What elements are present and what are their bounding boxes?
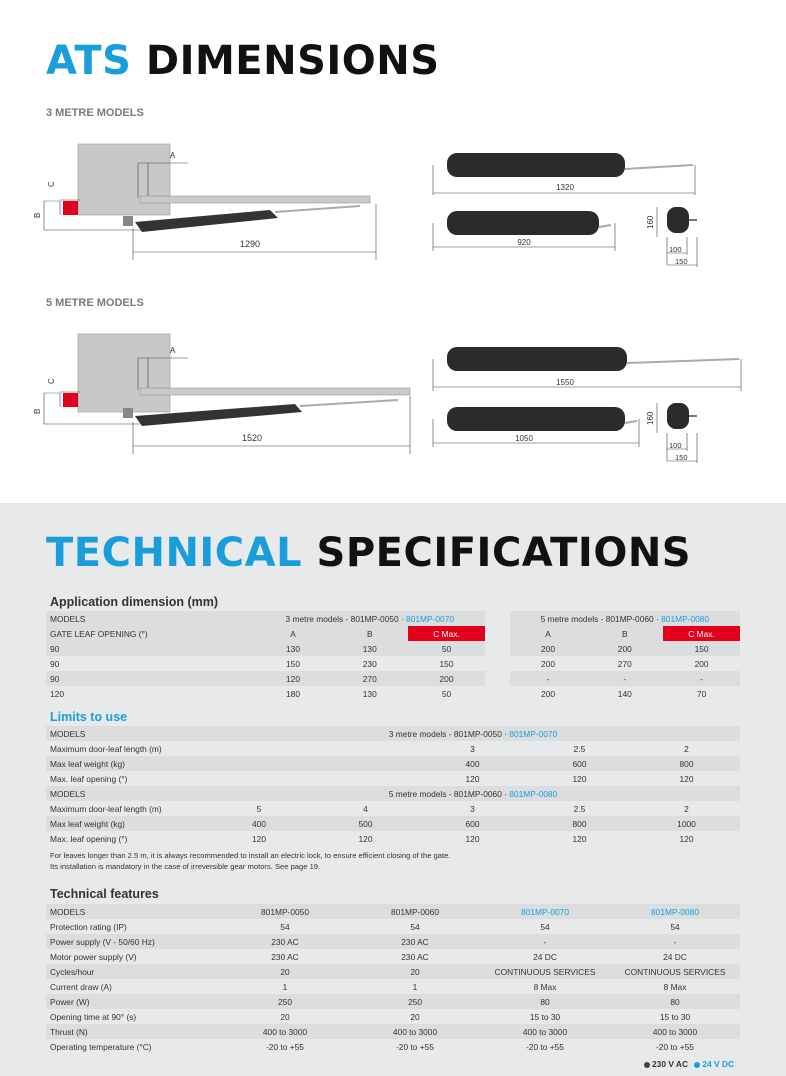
models-label: MODELS: [46, 611, 255, 626]
title-accent: TECHNICAL: [46, 530, 303, 576]
m3-width-150: 150: [675, 257, 688, 266]
piston-rod: [275, 206, 360, 212]
table-row: Power (W) 250 250 80 80: [46, 994, 740, 1009]
note-line: For leaves longer than 2.5 m, it is always recommended to install an electric lock, to ensure efficient closing of the gate.: [50, 851, 451, 860]
m5-height: 160: [646, 411, 655, 425]
gate-leaf: [140, 196, 370, 203]
table-row: Max. leaf opening (°) 120 120 120: [50, 773, 694, 784]
table-row: Maximum door-leaf length (m) 5 4 3 2.5 2: [50, 803, 689, 814]
m3-installation-drawing: [30, 130, 390, 265]
col-header: C Max.: [408, 626, 485, 641]
m5-header: 5 metre models - 801MP-0060 · 801MP-0080: [206, 786, 740, 801]
table-row: Opening time at 90° (s) 20 20 15 to 30 15 to 30: [50, 1011, 691, 1022]
col-header: A: [255, 626, 332, 641]
note-line: Its installation is mandatory in the case of irreversible gear motors. See page 19.: [50, 862, 321, 871]
m3-models-label: 3 METRE MODELS: [46, 107, 144, 119]
models-label: MODELS: [46, 726, 206, 741]
m5-width-150: 150: [675, 453, 688, 462]
table-row: Current draw (A) 1 1 8 Max 8 Max: [50, 981, 687, 992]
motor-end-view: [667, 403, 689, 429]
pillar: [78, 144, 170, 215]
m5-long-length: 1550: [556, 378, 574, 387]
title-accent: ATS: [46, 38, 132, 84]
table-row: Protection rating (IP) 54 54 54 54: [50, 921, 680, 932]
col-header: C Max.: [663, 626, 740, 641]
features-table: [46, 904, 740, 1054]
dc-dot-icon: [694, 1062, 700, 1068]
dim-c-label: C: [47, 378, 56, 384]
m3-width-100: 100: [669, 245, 682, 254]
col-header: B: [331, 626, 408, 641]
m3-long-length: 1320: [556, 183, 574, 192]
table-row: Max. leaf opening (°) 120 120 120 120 120: [50, 833, 694, 844]
motor-long: [447, 153, 625, 177]
table-row: [46, 626, 740, 641]
m5-short-length: 1050: [515, 434, 533, 443]
motor-short: [447, 407, 625, 431]
opening-label: GATE LEAF OPENING (°): [46, 626, 255, 641]
specifications-title: [46, 530, 691, 576]
dim-b-label: B: [33, 408, 42, 414]
m5-install-length: 1520: [241, 433, 263, 443]
m5-models-label: 5 METRE MODELS: [46, 297, 144, 309]
m3-height: 160: [646, 215, 655, 229]
dimensions-title: [46, 38, 440, 84]
title-main: SPECIFICATIONS: [316, 530, 692, 576]
limits-title: Limits to use: [50, 710, 128, 724]
table-row: 120 180 130 50 200 140 70: [50, 688, 707, 699]
red-marker: [63, 201, 78, 215]
m3-header: 3 metre models - 801MP-0050 · 801MP-0070: [206, 726, 740, 741]
table-row: [46, 611, 740, 626]
m3-install-length: 1290: [239, 239, 261, 249]
limits-table: [46, 726, 740, 846]
bracket: [123, 408, 133, 418]
col-header: B: [586, 626, 663, 641]
table-row: Max leaf weight (kg) 400 600 800: [46, 756, 740, 771]
dim-b-label: B: [33, 212, 42, 218]
models-label: MODELS: [46, 904, 220, 919]
table-row: MODELS 801MP-0050 801MP-0060 801MP-0070 801MP-0080: [46, 904, 740, 919]
m3-short-length: 920: [517, 238, 531, 247]
limits-note: [50, 850, 450, 872]
m3-header: 3 metre models - 801MP-0050 · 801MP-0070: [255, 611, 485, 626]
features-title: Technical features: [50, 887, 159, 901]
dim-a-label: A: [170, 346, 176, 355]
m5-header: 5 metre models - 801MP-0060 · 801MP-0080: [510, 611, 740, 626]
red-marker: [63, 393, 78, 407]
dim-c-label: C: [47, 181, 56, 187]
table-row: [46, 726, 740, 741]
motor-short: [447, 211, 599, 235]
m3-motor-drawings: [425, 145, 715, 270]
legend-dc: 24 V DC: [702, 1059, 734, 1069]
power-legend: [644, 1059, 734, 1069]
table-row: Cycles/hour 20 20 CONTINUOUS SERVICES CONTINUOUS SERVICES: [46, 964, 740, 979]
models-label: MODELS: [46, 786, 206, 801]
m5-installation-drawing: [30, 320, 420, 460]
title-main: DIMENSIONS: [145, 38, 440, 84]
table-row: Motor power supply (V) 230 AC 230 AC 24 DC 24 DC: [50, 951, 687, 962]
table-row: Thrust (N) 400 to 3000 400 to 3000 400 to 3000 400 to 3000: [46, 1024, 740, 1039]
table-row: Power supply (V - 50/60 Hz) 230 AC 230 AC - -: [46, 934, 740, 949]
app-dim-title: Application dimension (mm): [50, 595, 219, 609]
legend-ac: 230 V AC: [652, 1059, 689, 1069]
ac-dot-icon: [644, 1062, 650, 1068]
motor-long: [447, 347, 627, 371]
table-row: Operating temperature (°C) -20 to +55 -20 to +55 -20 to +55 -20 to +55: [50, 1041, 694, 1052]
motor-end-view: [667, 207, 689, 233]
table-row: 90 150 230 150 200 270 200: [50, 658, 709, 669]
dim-a-label: A: [170, 151, 176, 160]
table-row: Maximum door-leaf length (m) 3 2.5 2: [50, 743, 689, 754]
piston-rod: [300, 400, 398, 406]
col-header: A: [510, 626, 587, 641]
m5-motor-drawings: [425, 335, 745, 465]
gate-leaf: [140, 388, 410, 395]
table-row: 90 120 270 200 - - -: [46, 671, 740, 686]
table-row: [46, 786, 740, 801]
app-dim-table: [46, 611, 740, 701]
bracket: [123, 216, 133, 226]
table-row: Max leaf weight (kg) 400 500 600 800 1000: [46, 816, 740, 831]
pillar: [78, 334, 170, 412]
m5-width-100: 100: [669, 441, 682, 450]
table-row: 90 130 130 50 200 200 150: [46, 641, 740, 656]
